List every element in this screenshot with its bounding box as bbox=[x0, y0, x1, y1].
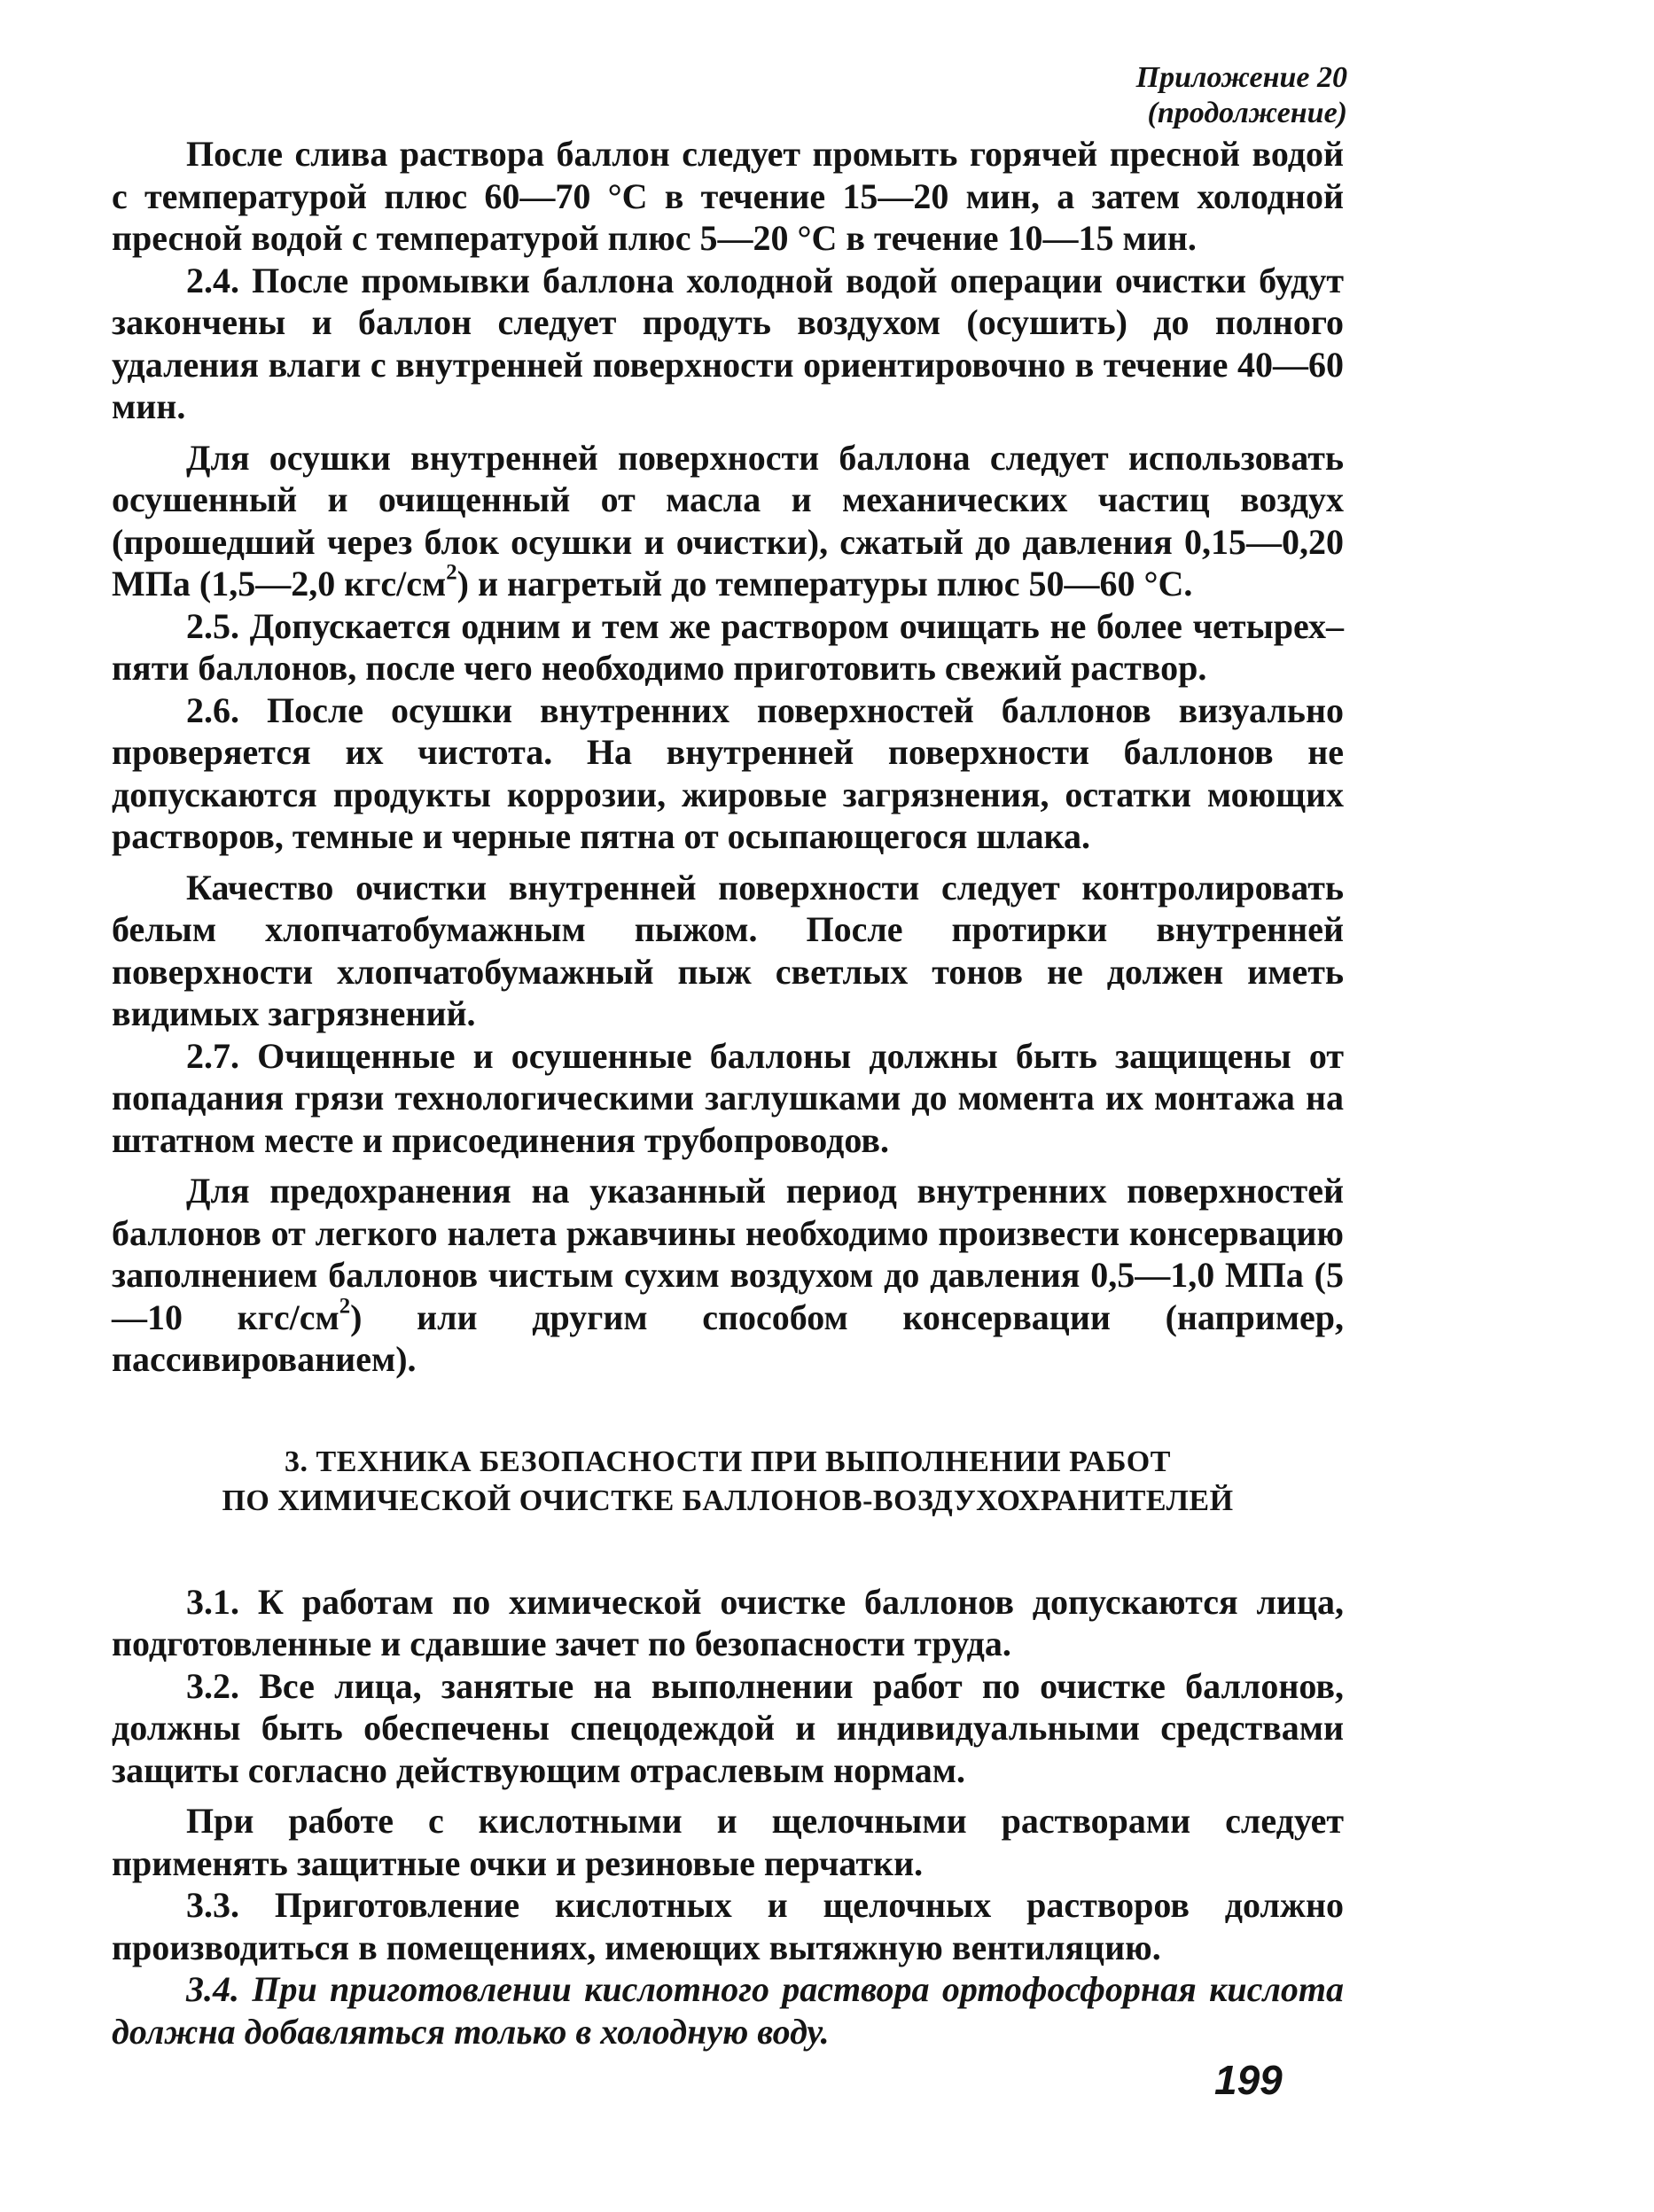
paragraph-3-1: 3.1. К работам по химической очистке баллонов допускаются лица, подготовленные и сдавшие зачет по безопасности труда. bbox=[112, 1581, 1344, 1663]
paragraph-3-4: 3.4. При приготовлении кислотного раствора ортофосфорная кислота должна добавляться только в холодную воду. bbox=[112, 1969, 1344, 2052]
superscript-2: 2 bbox=[339, 1293, 351, 1318]
paragraph-protective-gear: При работе с кислотными и щелочными растворами следует применять защитные очки и резиновые перчатки. bbox=[112, 1801, 1344, 1883]
page-number: 199 bbox=[1214, 2057, 1283, 2103]
section-heading-line-1: 3. ТЕХНИКА БЕЗОПАСНОСТИ ПРИ ВЫПОЛНЕНИИ РАБОТ bbox=[285, 1445, 1171, 1478]
paragraph-rinse: После слива раствора баллон следует промыть горячей пресной водой с температурой плюс 60—70 °С в течение 15—20 мин, а затем холодной пресной водой с температурой плюс 5—20 °С в течение 10—15 мин. bbox=[112, 134, 1344, 258]
paragraph-drying-air-text-a: Для осушки внутренней поверхности баллона следует использовать осушенный и очищенный от масла и механических частиц воздух (прошедший через блок осушки и очистки), сжатый до давления 0,15—0,20 МПа (1,5—2,0 кгс/см bbox=[112, 437, 1344, 604]
paragraph-2-4: 2.4. После промывки баллона холодной водой операции очистки будут закончены и баллон следует продуть воздухом (осушить) до полного удаления влаги с внутренней поверхности ориентировочно в течение 40—60 мин. bbox=[112, 260, 1344, 426]
paragraph-preservation-text-b: ) или другим способом консервации (например, пассивированием). bbox=[112, 1297, 1344, 1379]
appendix-label bbox=[1136, 60, 1347, 131]
document-body bbox=[112, 133, 1344, 2052]
appendix-continuation: (продолжение) bbox=[1147, 97, 1347, 129]
paragraph-quality-check: Качество очистки внутренней поверхности следует контролировать белым хлопчатобумажным пыжом. После протирки внутренней поверхности хлопчатобумажный пыж светлых тонов не должен иметь видимых загрязнений. bbox=[112, 867, 1344, 1033]
paragraph-drying-air bbox=[112, 437, 1344, 605]
paragraph-3-3: 3.3. Приготовление кислотных и щелочных растворов должно производиться в помещениях, имеющих вытяжную вентиляцию. bbox=[112, 1885, 1344, 1967]
paragraph-2-7: 2.7. Очищенные и осушенные баллоны должны быть защищены от попадания грязи технологическими заглушками до момента их монтажа на штатном месте и присоединения трубопроводов. bbox=[112, 1035, 1344, 1160]
section-heading bbox=[112, 1443, 1344, 1521]
paragraph-preservation bbox=[112, 1170, 1344, 1381]
superscript-2: 2 bbox=[446, 560, 457, 585]
paragraph-3-2: 3.2. Все лица, занятые на выполнении работ по очистке баллонов, должны быть обеспечены спецодеждой и индивидуальными средствами защиты согласно действующим отраслевым нормам. bbox=[112, 1665, 1344, 1790]
paragraph-2-5: 2.5. Допускается одним и тем же раствором очищать не более четырех–пяти баллонов, после чего необходимо приготовить свежий раствор. bbox=[112, 605, 1344, 688]
paragraph-drying-air-text-b: ) и нагретый до температуры плюс 50—60 °С. bbox=[456, 564, 1193, 604]
section-heading-line-2: ПО ХИМИЧЕСКОЙ ОЧИСТКЕ БАЛЛОНОВ-ВОЗДУХОХРАНИТЕЛЕЙ bbox=[222, 1484, 1234, 1517]
appendix-number: Приложение 20 bbox=[1135, 61, 1347, 94]
paragraph-preservation-text-a: Для предохранения на указанный период внутренних поверхностей баллонов от легкого налета ржавчины необходимо произвести консервацию заполнением баллонов чистым сухим воздухом до давления 0,5—1,0 МПа (5—10 кгс/см bbox=[112, 1171, 1344, 1337]
paragraph-2-6: 2.6. После осушки внутренних поверхностей баллонов визуально проверяется их чистота. На внутренней поверхности баллонов не допускаются продукты коррозии, жировые загрязнения, остатки моющих растворов, темные и черные пятна от осыпающегося шлака. bbox=[112, 689, 1344, 856]
